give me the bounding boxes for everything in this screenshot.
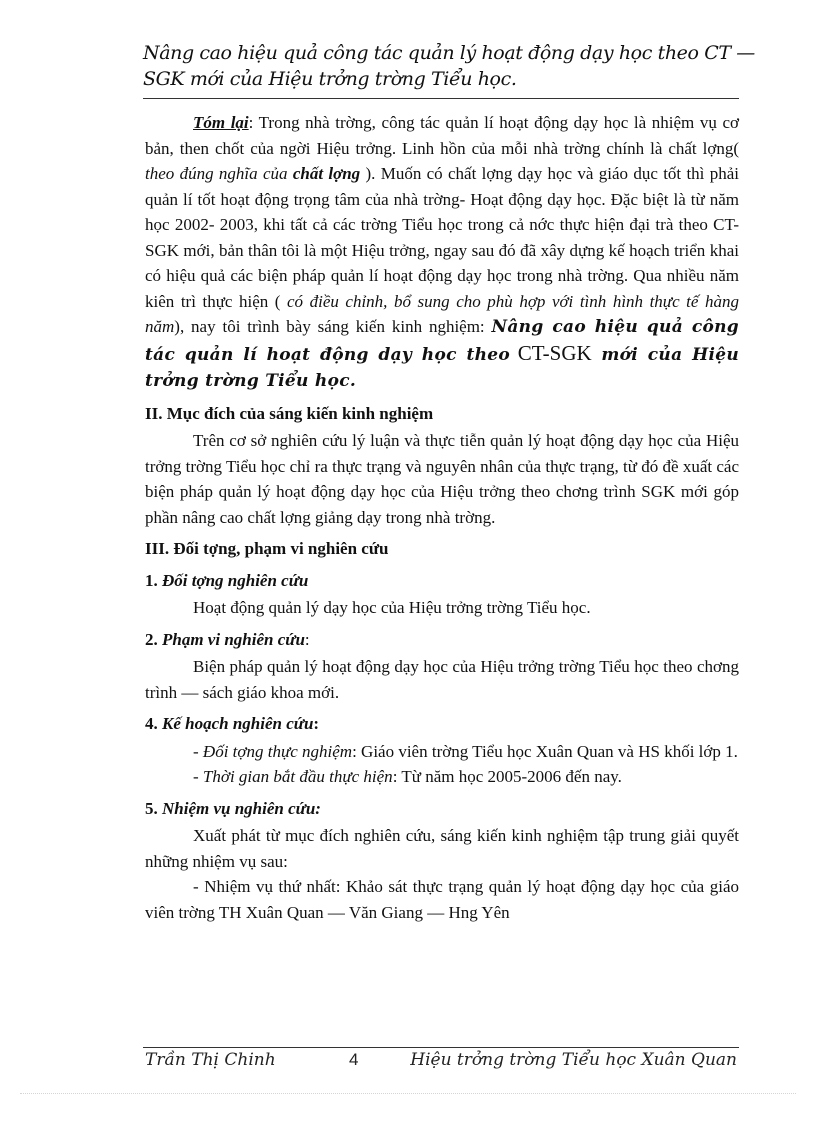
- intro-text-5: có điều chỉnh, bổ sung cho phù hợp với tình hình thực tế hàng năm: [145, 291, 739, 336]
- intro-text-2: theo đúng nghĩa của: [145, 164, 293, 183]
- footer-author: Trần Thị Chinh: [145, 1050, 276, 1070]
- section-2-heading: II. Mục đích của sáng kiến kinh nghiệm: [145, 403, 434, 423]
- header-title-line-1: Nâng cao hiệu quả công tác quản lý hoạt động dạy học theo CT —: [143, 42, 755, 64]
- item-b-text: : Từ năm học 2005-2006 đến nay.: [392, 767, 622, 786]
- subsection-5-heading: [145, 796, 739, 822]
- subsection-1-text: Hoạt động quản lý dạy học của Hiệu trởng trờng Tiểu học.: [193, 598, 591, 617]
- section-2-text: Trên cơ sở nghiên cứu lý luận và thực tiễn quản lý hoạt động dạy học của Hiệu trởng trờng Tiểu học chỉ ra thực trạng và nguyên nhân của thực trạng, từ đó đề xuất các biện pháp quản lý hoạt động dạy học của Hiệu trởng theo chơng trình SGK mới góp phần nâng cao chất lợng giảng dạy trong nhà trờng.: [145, 431, 739, 527]
- intro-paragraph: [145, 110, 739, 395]
- item-a-label: Đối tợng thực nghiệm: [202, 741, 353, 761]
- section-3-heading: III. Đối tợng, phạm vi nghiên cứu: [145, 539, 389, 558]
- subsection-5-item-1: - Nhiệm vụ thứ nhất: Khảo sát thực trạng quản lý hoạt động dạy học của giáo viên trờng TH Xuân Quan — Văn Giang — Hng Yên: [145, 877, 739, 922]
- subsection-1-heading: [145, 568, 739, 594]
- page-footer: [143, 1047, 739, 1070]
- subsection-2-title: Phạm vi nghiên cứu: [157, 629, 305, 649]
- intro-text-6: ), nay tôi trình bày sáng kiến kinh nghiệm:: [174, 317, 492, 336]
- document-body: [145, 110, 739, 925]
- item-a-text: : Giáo viên trờng Tiểu học Xuân Quan và HS khối lớp 1.: [352, 741, 738, 761]
- subsection-4-number: 4.: [145, 714, 158, 733]
- intro-text-4: ). Muốn có chất lợng dạy học và giáo dục tốt thì phải quản lí tốt hoạt động trọng tâm của nhà trờng- Hoạt động dạy học. Đặc biệt là từ năm học 2002- 2003, khi tất cả các trờng Tiểu học trong cả nớc thực hiện đại trà theo CT-SGK mới, bản thân tôi là một Hiệu trởng, ngay sau đó đã xây dựng kế hoạch triển khai có hiệu quả các biện pháp quản lí hoạt động dạy học trong nhà trờng. Qua nhiều năm kiên trì thực hiện (: [145, 164, 739, 311]
- page-bottom-divider: [20, 1093, 796, 1094]
- subsection-4-colon: :: [313, 714, 320, 733]
- subsection-5-text: Xuất phát từ mục đích nghiên cứu, sáng kiến kinh nghiệm tập trung giải quyết những nhiệm vụ sau:: [145, 826, 739, 871]
- initiative-title-part-2: mới của Hiệu trởng trờng Tiểu học.: [145, 344, 739, 391]
- initiative-title-ct: CT-SGK: [517, 340, 592, 365]
- subsection-4-title: Kế hoạch nghiên cứu: [157, 714, 314, 733]
- subsection-4-item-a: [145, 739, 739, 765]
- item-a-dash: -: [193, 741, 203, 761]
- item-b-dash: -: [193, 767, 203, 786]
- subsection-2-colon: :: [304, 629, 310, 649]
- initiative-title-part-1: Nâng cao hiệu quả công tác quản lí hoạt động dạy học theo: [145, 317, 739, 365]
- footer-role: Hiệu trởng trờng Tiểu học Xuân Quan: [410, 1050, 737, 1070]
- subsection-2-number: 2.: [145, 629, 158, 649]
- subsection-1-number: 1.: [145, 570, 158, 590]
- page-header: [143, 40, 755, 99]
- intro-text-1: : Trong nhà trờng, công tác quản lí hoạt động dạy học là nhiệm vụ cơ bản, then chốt của ngời Hiệu trởng. Linh hồn của mỗi nhà trờng chính là chất lợng(: [145, 113, 739, 158]
- intro-text-3: chất lợng: [292, 164, 361, 183]
- subsection-4-item-b: [145, 764, 739, 790]
- footer-page-number: 4: [349, 1050, 359, 1069]
- item-b-label: Thời gian bắt đầu thực hiện: [202, 767, 393, 786]
- intro-lead: Tóm lại: [193, 113, 249, 132]
- header-title-line-2: SGK mới của Hiệu trởng trờng Tiểu học.: [143, 68, 517, 90]
- subsection-4-heading: [145, 711, 739, 737]
- subsection-5-title: Nhiệm vụ nghiên cứu:: [157, 798, 321, 818]
- subsection-1-title: Đối tợng nghiên cứu: [157, 570, 309, 590]
- subsection-2-text: Biện pháp quản lý hoạt động dạy học của Hiệu trởng trờng Tiểu học theo chơng trình — sách giáo khoa mới.: [145, 657, 739, 702]
- subsection-5-number: 5.: [145, 798, 158, 818]
- subsection-2-heading: [145, 627, 739, 653]
